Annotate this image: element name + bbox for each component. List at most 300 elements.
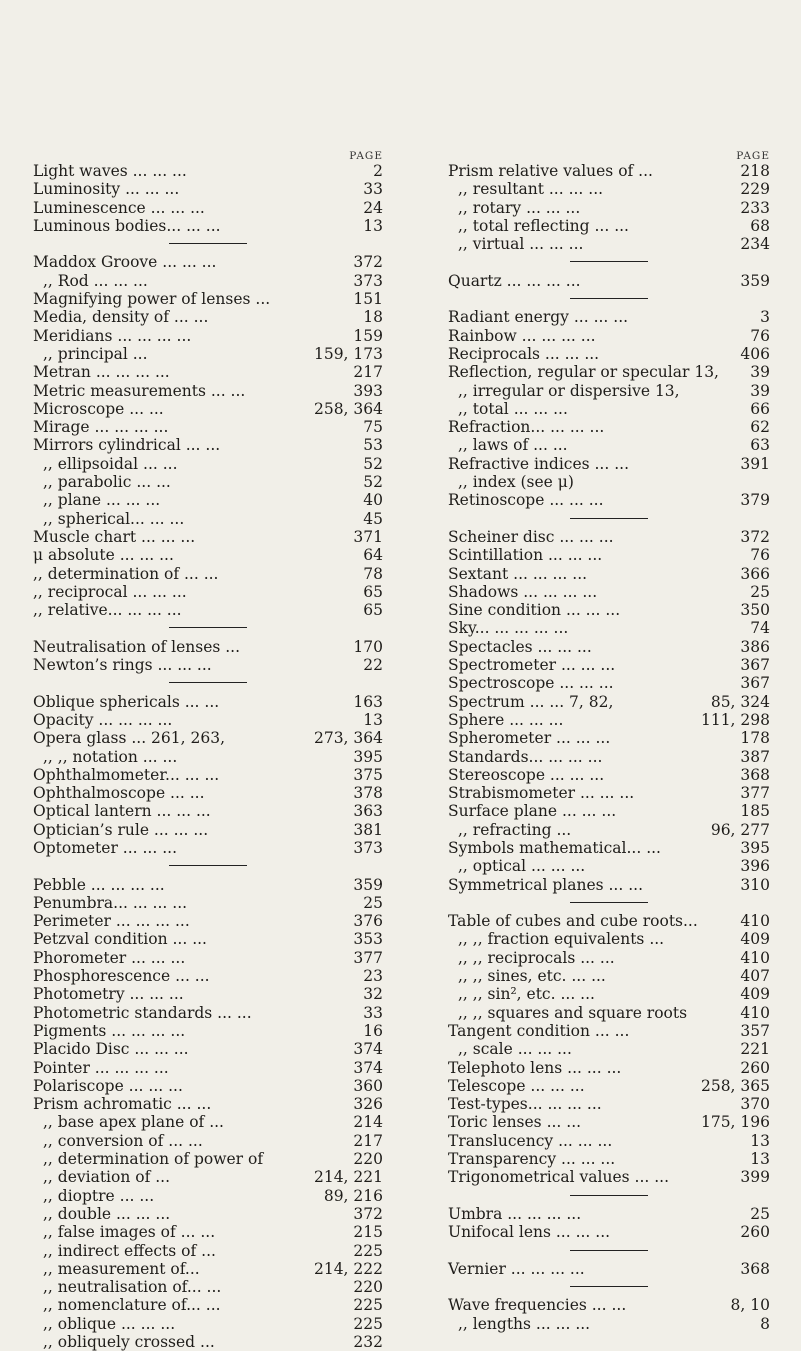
entry-page-number: 368 [740, 1259, 770, 1278]
index-entry [448, 1113, 770, 1131]
entry-label: ,, dioptre ... ... [43, 1186, 155, 1205]
entry-label: Reciprocals ... ... ... [448, 344, 600, 363]
index-entry [33, 1296, 383, 1314]
entry-page-number: 24 [363, 198, 383, 217]
index-entry [33, 638, 383, 656]
entry-page-number: 185 [740, 802, 770, 821]
index-entry [33, 967, 383, 985]
entry-page-number: 40 [363, 491, 383, 510]
entry-page-number: 258, 364 [313, 399, 383, 418]
entry-page-number: 75 [363, 418, 383, 437]
entry-label: ,, virtual ... ... ... [458, 235, 584, 254]
entry-label: Tangent condition ... ... [448, 1021, 630, 1040]
entry-label: ,, lengths ... ... ... [458, 1314, 591, 1333]
entry-label: Surface plane ... ... ... [448, 802, 617, 821]
index-list-left [33, 162, 383, 1351]
entry-page-number: 409 [740, 930, 770, 949]
index-entry [33, 693, 383, 711]
index-entry [448, 418, 770, 436]
index-entry [33, 766, 383, 784]
entry-label: ,, determination of power of [43, 1150, 264, 1169]
index-entry [33, 418, 383, 436]
entry-label: Table of cubes and cube roots... [448, 912, 698, 931]
entry-label: Umbra ... ... ... ... [448, 1204, 582, 1223]
section-divider [33, 235, 383, 253]
index-entry [448, 1223, 770, 1241]
index-entry [33, 985, 383, 1003]
entry-label: μ absolute ... ... ... [33, 546, 174, 565]
entry-page-number: 64 [363, 546, 383, 565]
entry-page-number: 229 [740, 180, 770, 199]
index-entry [33, 912, 383, 930]
index-entry [448, 912, 770, 930]
entry-label: Toric lenses ... ... [448, 1113, 582, 1132]
entry-page-number: 159, 173 [313, 344, 383, 363]
entry-label: Metran ... ... ... ... [33, 363, 170, 382]
index-entry [448, 1150, 770, 1168]
divider-rule [570, 1250, 648, 1251]
index-entry [33, 382, 383, 400]
entry-label: Spectroscope ... ... ... [448, 674, 614, 693]
section-divider [33, 857, 383, 875]
index-entry [33, 308, 383, 326]
entry-label: Mirrors cylindrical ... ... [33, 436, 221, 455]
entry-page-number: 260 [740, 1223, 770, 1242]
index-entry [33, 1205, 383, 1223]
entry-page-number: 32 [363, 985, 383, 1004]
entry-label: ,, obliquely crossed ... [43, 1333, 215, 1351]
index-entry [448, 1296, 770, 1314]
entry-label: ,, spherical... ... ... [43, 509, 185, 528]
index-entry [448, 784, 770, 802]
entry-page-number: 310 [740, 875, 770, 894]
index-entry [448, 802, 770, 820]
index-entry [448, 436, 770, 454]
entry-page-number: 159 [353, 326, 383, 345]
entry-page-number: 367 [740, 656, 770, 675]
entry-label: Luminous bodies... ... ... [33, 216, 221, 235]
entry-page-number: 78 [363, 564, 383, 583]
index-entry [448, 1205, 770, 1223]
entry-label: Translucency ... ... ... [448, 1131, 613, 1150]
entry-label: ,, total ... ... ... [458, 399, 568, 418]
entry-page-number: 410 [740, 912, 770, 931]
entry-label: Opacity ... ... ... ... [33, 710, 173, 729]
entry-label: Trigonometrical values ... ... [448, 1168, 670, 1187]
index-entry [33, 1315, 383, 1333]
index-entry [33, 1150, 383, 1168]
entry-page-number: 375 [353, 765, 383, 784]
entry-label: Telephoto lens ... ... ... [448, 1058, 622, 1077]
entry-label: ,, base apex plane of ... [43, 1113, 224, 1132]
entry-page-number: 387 [740, 747, 770, 766]
index-column-right [448, 150, 770, 1333]
entry-label: Telescope ... ... ... [448, 1076, 585, 1095]
index-entry [33, 180, 383, 198]
index-entry [448, 876, 770, 894]
entry-page-number: 357 [740, 1021, 770, 1040]
entry-label: ,, false images of ... ... [43, 1223, 216, 1242]
entry-page-number: 233 [740, 198, 770, 217]
index-entry [448, 308, 770, 326]
section-divider [448, 253, 770, 271]
divider-rule [570, 1195, 648, 1196]
index-entry [33, 1040, 383, 1058]
entry-page-number: 25 [750, 1204, 770, 1223]
entry-page-number: 65 [363, 582, 383, 601]
entry-page-number: 393 [353, 381, 383, 400]
index-entry [448, 638, 770, 656]
index-entry [448, 729, 770, 747]
entry-page-number: 372 [353, 1204, 383, 1223]
entry-label: Sine condition ... ... ... [448, 601, 621, 620]
index-entry [33, 1095, 383, 1113]
index-entry [33, 199, 383, 217]
entry-page-number: 376 [353, 912, 383, 931]
index-entry [448, 455, 770, 473]
index-entry [448, 693, 770, 711]
index-entry [448, 583, 770, 601]
entry-label: ,, laws of ... ... [458, 436, 568, 455]
divider-rule [570, 1286, 648, 1287]
entry-page-number: 410 [740, 1003, 770, 1022]
divider-rule [570, 261, 648, 262]
index-entry [33, 546, 383, 564]
divider-rule [169, 865, 247, 866]
section-divider [33, 674, 383, 692]
entry-page-number: 53 [363, 436, 383, 455]
index-entry [33, 748, 383, 766]
entry-page-number: 395 [353, 747, 383, 766]
entry-label: Perimeter ... ... ... ... [33, 912, 190, 931]
index-entry [33, 711, 383, 729]
section-divider [448, 1242, 770, 1260]
entry-page-number: 74 [750, 619, 770, 638]
entry-label: Sky... ... ... ... ... [448, 619, 569, 638]
index-entry [448, 546, 770, 564]
entry-page-number: 368 [740, 765, 770, 784]
index-entry [448, 1022, 770, 1040]
entry-label: ,, refracting ... [458, 820, 572, 839]
entry-label: ,, relative... ... ... ... [33, 601, 182, 620]
index-entry [33, 217, 383, 235]
entry-label: Spectrometer ... ... ... [448, 656, 616, 675]
index-entry [448, 272, 770, 290]
index-entry [448, 857, 770, 875]
index-entry [33, 1187, 383, 1205]
index-entry [448, 382, 770, 400]
index-entry [33, 583, 383, 601]
entry-label: ,, deviation of ... [43, 1168, 171, 1187]
entry-page-number: 353 [353, 930, 383, 949]
index-entry [448, 180, 770, 198]
entry-label: ,, double ... ... ... [43, 1204, 171, 1223]
entry-page-number: 407 [740, 967, 770, 986]
divider-rule [570, 298, 648, 299]
entry-label: Optician’s rule ... ... ... [33, 820, 209, 839]
index-entry [448, 601, 770, 619]
index-entry [448, 1315, 770, 1333]
entry-page-number: 163 [353, 692, 383, 711]
entry-page-number: 111, 298 [700, 710, 770, 729]
entry-page-number: 220 [353, 1278, 383, 1297]
index-entry [448, 1095, 770, 1113]
entry-label: ,, index (see μ) [458, 473, 574, 492]
entry-page-number: 350 [740, 601, 770, 620]
entry-page-number: 52 [363, 454, 383, 473]
index-entry [33, 272, 383, 290]
index-entry [448, 619, 770, 637]
entry-page-number: 13 [363, 216, 383, 235]
entry-label: Penumbra... ... ... ... [33, 893, 188, 912]
entry-page-number: 232 [353, 1333, 383, 1351]
entry-label: Oblique sphericals ... ... [33, 692, 220, 711]
index-entry [33, 528, 383, 546]
entry-page-number: 391 [740, 454, 770, 473]
entry-page-number: 76 [750, 546, 770, 565]
index-entry [33, 930, 383, 948]
page-column-header: PAGE [349, 150, 383, 162]
divider-rule [570, 902, 648, 903]
index-entry [448, 766, 770, 784]
entry-label: Unifocal lens ... ... ... [448, 1223, 611, 1242]
index-entry [33, 1168, 383, 1186]
entry-page-number: 214, 222 [313, 1259, 383, 1278]
entry-page-number: 33 [363, 180, 383, 199]
entry-page-number: 363 [353, 802, 383, 821]
entry-page-number: 8, 10 [730, 1296, 770, 1315]
index-entry [33, 1242, 383, 1260]
entry-page-number: 175, 196 [700, 1113, 770, 1132]
entry-label: Test-types... ... ... ... [448, 1095, 602, 1114]
entry-page-number: 373 [353, 838, 383, 857]
index-entry [448, 1132, 770, 1150]
entry-page-number: 65 [363, 601, 383, 620]
entry-page-number: 85, 324 [710, 692, 770, 711]
entry-page-number: 178 [740, 729, 770, 748]
entry-label: Microscope ... ... [33, 399, 164, 418]
index-entry [448, 162, 770, 180]
entry-page-number: 372 [353, 253, 383, 272]
entry-label: Pointer ... ... ... ... [33, 1058, 169, 1077]
index-entry [33, 1223, 383, 1241]
entry-label: ,, ,, squares and square roots [458, 1003, 688, 1022]
entry-label: ,, optical ... ... ... [458, 857, 586, 876]
entry-label: ,, parabolic ... ... [43, 473, 171, 492]
index-entry [33, 729, 383, 747]
index-entry [33, 949, 383, 967]
index-entry [33, 656, 383, 674]
entry-label: ,, ,, reciprocals ... ... [458, 948, 615, 967]
entry-label: Sphere ... ... ... [448, 710, 564, 729]
index-entry [448, 491, 770, 509]
entry-page-number: 151 [353, 290, 383, 309]
entry-label: Strabismometer ... ... ... [448, 784, 635, 803]
entry-page-number: 39 [750, 363, 770, 382]
entry-label: Spherometer ... ... ... [448, 729, 611, 748]
entry-page-number: 379 [740, 491, 770, 510]
index-entry [33, 784, 383, 802]
page-column-header: PAGE [736, 150, 770, 162]
index-entry [448, 1168, 770, 1186]
entry-label: ,, irregular or dispersive 13, [458, 381, 680, 400]
entry-label: ,, indirect effects of ... [43, 1241, 216, 1260]
index-entry [33, 1278, 383, 1296]
index-entry [448, 199, 770, 217]
index-entry [448, 1059, 770, 1077]
entry-page-number: 410 [740, 948, 770, 967]
index-entry [33, 491, 383, 509]
entry-page-number: 367 [740, 674, 770, 693]
entry-page-number: 63 [750, 436, 770, 455]
entry-label: ,, total reflecting ... ... [458, 216, 629, 235]
index-entry [33, 876, 383, 894]
index-entry [448, 1040, 770, 1058]
section-divider [448, 1278, 770, 1296]
entry-page-number: 217 [353, 1131, 383, 1150]
index-entry [448, 930, 770, 948]
index-entry [448, 949, 770, 967]
entry-page-number: 374 [353, 1040, 383, 1059]
section-divider [448, 1187, 770, 1205]
entry-label: Symbols mathematical... ... [448, 838, 661, 857]
entry-label: ,, measurement of... [43, 1259, 200, 1278]
entry-label: Symmetrical planes ... ... [448, 875, 643, 894]
index-entry [33, 473, 383, 491]
entry-label: Transparency ... ... ... [448, 1150, 616, 1169]
index-entry [33, 253, 383, 271]
entry-page-number: 215 [353, 1223, 383, 1242]
index-entry [448, 400, 770, 418]
entry-label: ,, ,, notation ... ... [43, 747, 178, 766]
entry-label: Optometer ... ... ... [33, 838, 177, 857]
entry-page-number: 260 [740, 1058, 770, 1077]
entry-page-number: 23 [363, 967, 383, 986]
entry-label: Standards... ... ... ... [448, 747, 603, 766]
index-entry [448, 235, 770, 253]
entry-page-number: 214, 221 [313, 1168, 383, 1187]
entry-page-number: 372 [740, 527, 770, 546]
index-entry [448, 345, 770, 363]
entry-label: Meridians ... ... ... ... [33, 326, 192, 345]
entry-label: Polariscope ... ... ... [33, 1076, 183, 1095]
entry-label: Spectrum ... ... 7, 82, [448, 692, 614, 711]
entry-label: ,, principal ... [43, 344, 148, 363]
entry-page-number: 399 [740, 1168, 770, 1187]
index-entry [33, 1077, 383, 1095]
divider-rule [169, 627, 247, 628]
entry-label: Light waves ... ... ... [33, 162, 187, 180]
index-entry [448, 985, 770, 1003]
entry-label: Ophthalmoscope ... ... [33, 784, 205, 803]
entry-label: Rainbow ... ... ... ... [448, 326, 596, 345]
entry-page-number: 76 [750, 326, 770, 345]
entry-label: Media, density of ... ... [33, 308, 209, 327]
index-entry [33, 1132, 383, 1150]
section-divider [448, 894, 770, 912]
entry-page-number: 374 [353, 1058, 383, 1077]
entry-label: Quartz ... ... ... ... [448, 271, 581, 290]
index-entry [33, 363, 383, 381]
entry-page-number: 16 [363, 1021, 383, 1040]
entry-label: ,, ,, fraction equivalents ... [458, 930, 665, 949]
index-entry [33, 436, 383, 454]
index-entry [33, 1022, 383, 1040]
entry-page-number: 366 [740, 564, 770, 583]
entry-label: Optical lantern ... ... ... [33, 802, 211, 821]
entry-page-number: 45 [363, 509, 383, 528]
index-entry [448, 821, 770, 839]
entry-label: Wave frequencies ... ... [448, 1296, 627, 1315]
section-divider [33, 619, 383, 637]
index-column-left [33, 150, 383, 1351]
divider-rule [169, 243, 247, 244]
index-entry [448, 839, 770, 857]
entry-page-number: 25 [750, 582, 770, 601]
entry-label: Pigments ... ... ... ... [33, 1021, 186, 1040]
entry-page-number: 360 [353, 1076, 383, 1095]
entry-page-number: 220 [353, 1150, 383, 1169]
entry-page-number: 370 [740, 1095, 770, 1114]
index-entry [448, 674, 770, 692]
entry-page-number: 225 [353, 1241, 383, 1260]
index-entry [33, 400, 383, 418]
entry-label: Placido Disc ... ... ... [33, 1040, 189, 1059]
index-entry [448, 473, 770, 491]
index-entry [33, 1260, 383, 1278]
entry-label: Newton’s rings ... ... ... [33, 656, 212, 675]
entry-page-number: 396 [740, 857, 770, 876]
entry-label: Maddox Groove ... ... ... [33, 253, 217, 272]
index-entry [33, 162, 383, 180]
entry-page-number: 13 [363, 710, 383, 729]
entry-label: Phosphorescence ... ... [33, 967, 210, 986]
index-entry [33, 1004, 383, 1022]
entry-label: ,, plane ... ... ... [43, 491, 161, 510]
index-entry [33, 290, 383, 308]
index-entry [33, 601, 383, 619]
entry-page-number: 258, 365 [700, 1076, 770, 1095]
index-entry [33, 839, 383, 857]
section-divider [448, 510, 770, 528]
index-entry [448, 656, 770, 674]
entry-label: Reflection, regular or specular 13, [448, 363, 719, 382]
entry-label: ,, conversion of ... ... [43, 1131, 203, 1150]
entry-label: Vernier ... ... ... ... [448, 1259, 585, 1278]
entry-label: ,, ellipsoidal ... ... [43, 454, 178, 473]
index-entry [33, 565, 383, 583]
section-divider [448, 290, 770, 308]
entry-page-number: 359 [353, 875, 383, 894]
index-list-right [448, 162, 770, 1333]
index-entry [33, 1333, 383, 1351]
entry-label: Muscle chart ... ... ... [33, 527, 196, 546]
index-entry [448, 327, 770, 345]
index-entry [448, 217, 770, 235]
entry-page-number: 406 [740, 344, 770, 363]
entry-page-number: 218 [740, 162, 770, 180]
entry-page-number: 25 [363, 893, 383, 912]
entry-page-number: 62 [750, 418, 770, 437]
entry-label: Pebble ... ... ... ... [33, 875, 165, 894]
entry-label: Prism achromatic ... ... [33, 1095, 212, 1114]
entry-label: ,, determination of ... ... [33, 564, 219, 583]
index-entry [448, 565, 770, 583]
entry-label: Refractive indices ... ... [448, 454, 629, 473]
entry-page-number: 33 [363, 1003, 383, 1022]
entry-page-number: 217 [353, 363, 383, 382]
entry-label: Scintillation ... ... ... [448, 546, 603, 565]
